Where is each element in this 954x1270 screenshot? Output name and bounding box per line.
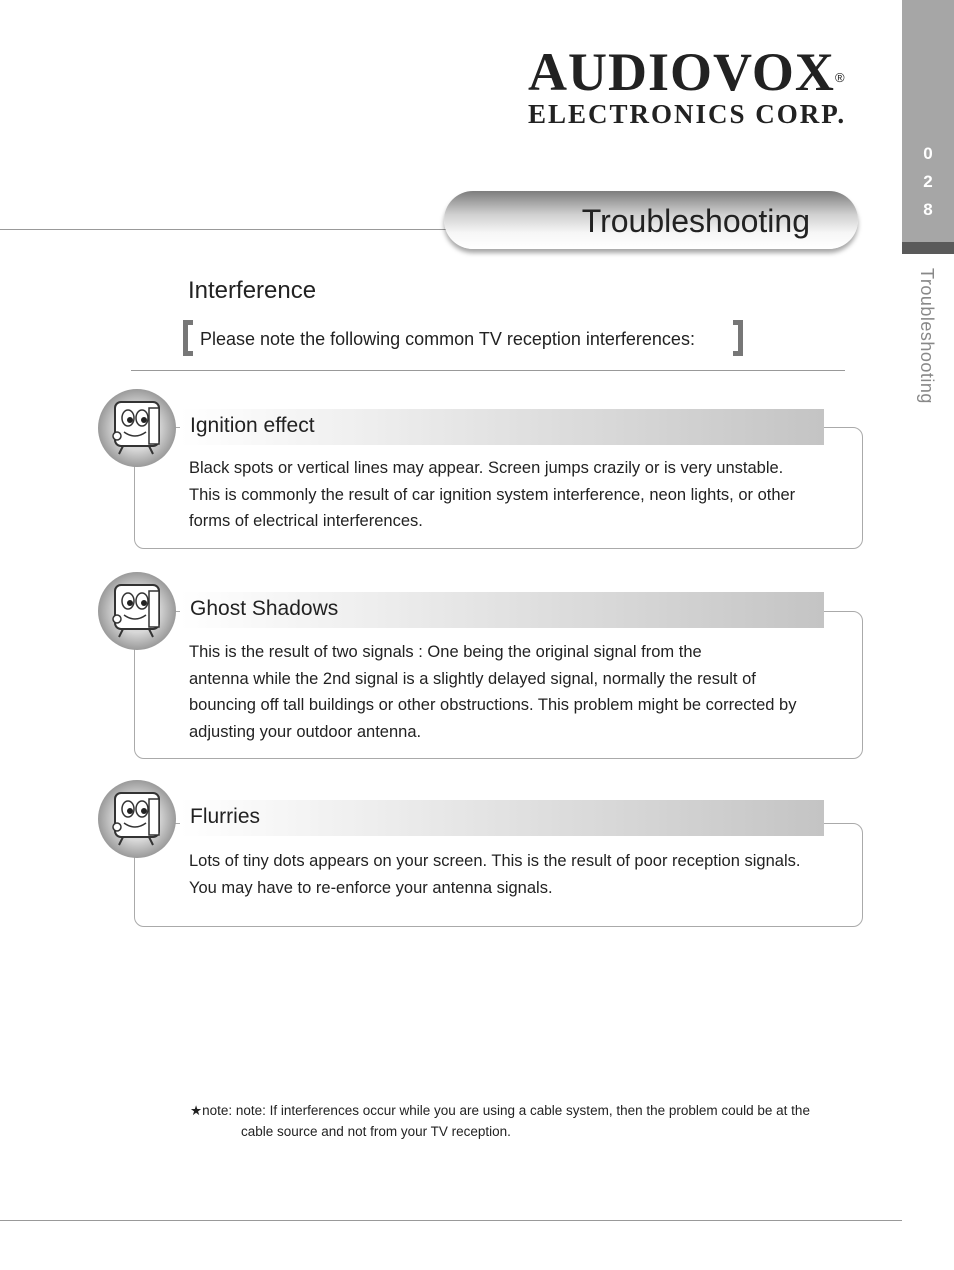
page-title: Troubleshooting bbox=[581, 203, 810, 239]
left-bracket-icon bbox=[183, 320, 193, 356]
footer-rule bbox=[0, 1220, 902, 1221]
card-line: This is commonly the result of car ignition system interference, neon lights, or other bbox=[189, 485, 796, 504]
card-title-bar bbox=[180, 409, 824, 445]
footnote-line: cable source and not from your TV reception. bbox=[241, 1124, 511, 1139]
title-rule bbox=[0, 229, 450, 230]
card-line: bouncing off tall buildings or other obstructions. This problem might be corrected by bbox=[189, 696, 797, 714]
card-line: antenna while the 2nd signal is a slightly delayed signal, normally the result of bbox=[189, 669, 756, 688]
card-title: Ignition effect bbox=[190, 414, 315, 437]
side-tab-label: Troubleshooting bbox=[917, 268, 937, 404]
card-line: forms of electrical interferences. bbox=[189, 512, 423, 530]
tv-mascot-icon bbox=[97, 571, 177, 651]
tv-mascot-icon bbox=[97, 779, 177, 859]
card-line: You may have to re-enforce your antenna signals. bbox=[189, 878, 553, 897]
card-title-bar bbox=[180, 800, 824, 836]
brand-logo bbox=[528, 44, 858, 128]
page-number: 0 2 8 bbox=[923, 144, 933, 219]
card-body bbox=[189, 455, 849, 535]
intro-text: Please note the following common TV reception interferences: bbox=[200, 329, 695, 349]
title-banner bbox=[444, 191, 858, 249]
card-title: Flurries bbox=[190, 805, 261, 828]
card-line: Lots of tiny dots appears on your screen. This is the result of poor reception signals. bbox=[189, 852, 801, 870]
registered-mark: ® bbox=[834, 70, 846, 85]
intro-divider bbox=[131, 370, 845, 371]
card-line: This is the result of two signals : One being the original signal from the bbox=[189, 643, 702, 661]
footnote bbox=[190, 1100, 810, 1142]
brand-subtitle: ELECTRONICS CORP. bbox=[528, 99, 847, 129]
card-title-bar bbox=[180, 592, 824, 628]
card-title: Ghost Shadows bbox=[190, 597, 339, 620]
side-tab-accent bbox=[902, 242, 954, 254]
side-tab bbox=[902, 0, 954, 254]
card-body bbox=[189, 639, 849, 745]
brand-name: AUDIOVOX® bbox=[528, 42, 846, 102]
tv-mascot-icon bbox=[97, 388, 177, 468]
footnote-line: ★note: note: If interferences occur while you are using a cable system, then the problem could be at the bbox=[190, 1103, 810, 1118]
card-line: Black spots or vertical lines may appear. Screen jumps crazily or is very unstable. bbox=[189, 459, 784, 477]
card-line: adjusting your outdoor antenna. bbox=[189, 722, 422, 741]
card-body bbox=[189, 848, 849, 901]
right-bracket-icon bbox=[733, 320, 743, 356]
section-heading: Interference bbox=[188, 277, 317, 304]
intro-box bbox=[183, 320, 743, 358]
